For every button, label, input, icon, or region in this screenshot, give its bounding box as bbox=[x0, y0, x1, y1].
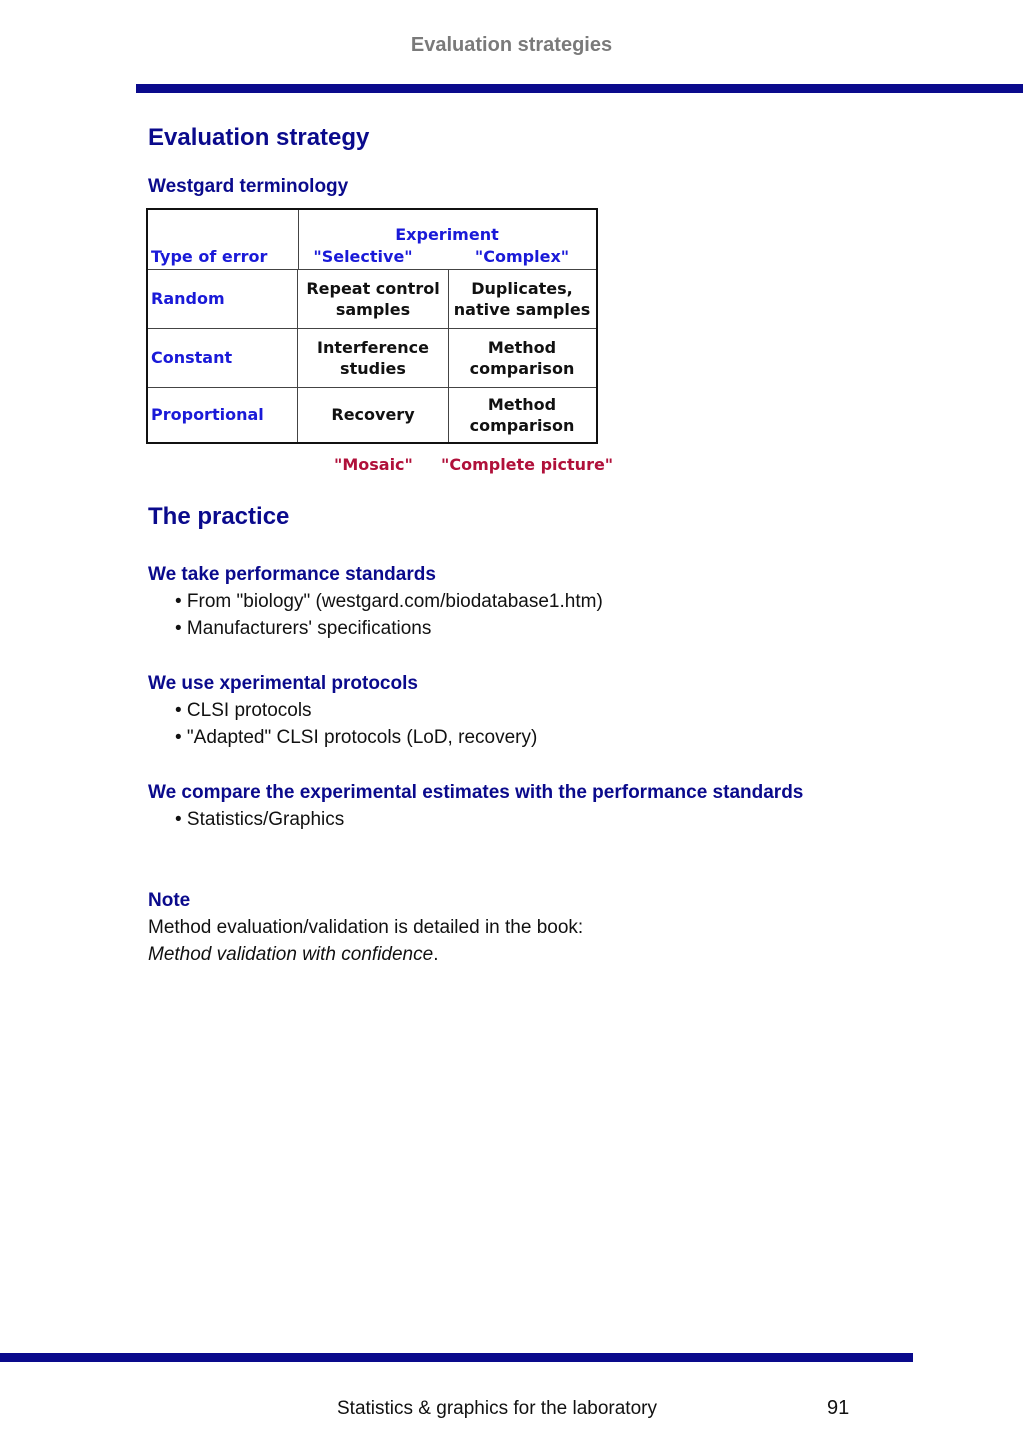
header-type-of-error: Type of error bbox=[151, 247, 268, 266]
cell-text: comparison bbox=[469, 358, 575, 378]
table-header-row bbox=[148, 210, 596, 270]
bullet-list-protocols bbox=[175, 697, 537, 751]
cell-text: Interference bbox=[316, 337, 429, 357]
bullet-list-compare bbox=[175, 806, 344, 833]
footer-mosaic-label: "Mosaic" bbox=[334, 455, 413, 474]
book-suffix: . bbox=[433, 944, 439, 965]
list-item: • From "biology" (westgard.com/biodatabase1.htm) bbox=[175, 591, 603, 612]
cell-random-complex bbox=[448, 269, 596, 328]
running-header: Evaluation strategies bbox=[410, 34, 613, 56]
page-number: 91 bbox=[827, 1397, 850, 1419]
cell-text: Duplicates, bbox=[471, 278, 573, 298]
list-item: • "Adapted" CLSI protocols (LoD, recovery) bbox=[175, 727, 538, 748]
row-label-constant: Constant bbox=[148, 328, 298, 387]
footer-book-title: Statistics & graphics for the laboratory bbox=[337, 1398, 657, 1419]
list-item: • Manufacturers' specifications bbox=[175, 618, 432, 639]
top-rule bbox=[136, 84, 1023, 93]
note-text: Method evaluation/validation is detailed in the book: bbox=[148, 917, 584, 938]
bullet-list-performance-standards bbox=[175, 588, 603, 642]
cell-text: Method bbox=[487, 337, 557, 357]
note-book-line bbox=[148, 944, 438, 966]
cell-random-selective bbox=[298, 269, 449, 328]
table-row-random bbox=[148, 269, 596, 329]
section-title-evaluation-strategy: Evaluation strategy bbox=[148, 124, 370, 151]
cell-text: studies bbox=[340, 358, 406, 378]
footer-complete-picture-label: "Complete picture" bbox=[441, 455, 614, 474]
cell-text: native samples bbox=[453, 299, 591, 319]
cell-text: comparison bbox=[469, 415, 575, 435]
table-row-proportional bbox=[148, 387, 596, 442]
bottom-rule bbox=[0, 1353, 913, 1362]
row-label-proportional: Proportional bbox=[148, 387, 298, 442]
cell-constant-selective bbox=[298, 328, 449, 387]
book-title: Method validation with confidence bbox=[148, 944, 434, 965]
cell-proportional-selective bbox=[298, 387, 449, 442]
cell-constant-complex bbox=[448, 328, 596, 387]
header-experiment: Experiment bbox=[395, 225, 499, 244]
table-row-constant bbox=[148, 328, 596, 388]
header-complex: "Complex" bbox=[474, 247, 570, 266]
subtitle-westgard-terminology: Westgard terminology bbox=[148, 176, 349, 197]
cell-text: samples bbox=[335, 299, 411, 319]
group-heading-compare: We compare the experimental estimates with the performance standards bbox=[148, 782, 804, 803]
cell-text: Method bbox=[487, 394, 557, 414]
section-title-the-practice: The practice bbox=[148, 503, 290, 530]
list-item: • CLSI protocols bbox=[175, 700, 312, 721]
group-heading-protocols: We use xperimental protocols bbox=[148, 673, 418, 694]
list-item: • Statistics/Graphics bbox=[175, 809, 345, 830]
row-label-random: Random bbox=[148, 269, 298, 328]
note-heading: Note bbox=[148, 890, 191, 911]
header-selective: "Selective" bbox=[313, 247, 413, 266]
westgard-table bbox=[146, 208, 598, 444]
group-heading-performance-standards: We take performance standards bbox=[148, 564, 436, 585]
cell-proportional-complex bbox=[448, 387, 596, 442]
cell-text: Repeat control bbox=[306, 278, 440, 298]
cell-text: Recovery bbox=[331, 405, 415, 424]
